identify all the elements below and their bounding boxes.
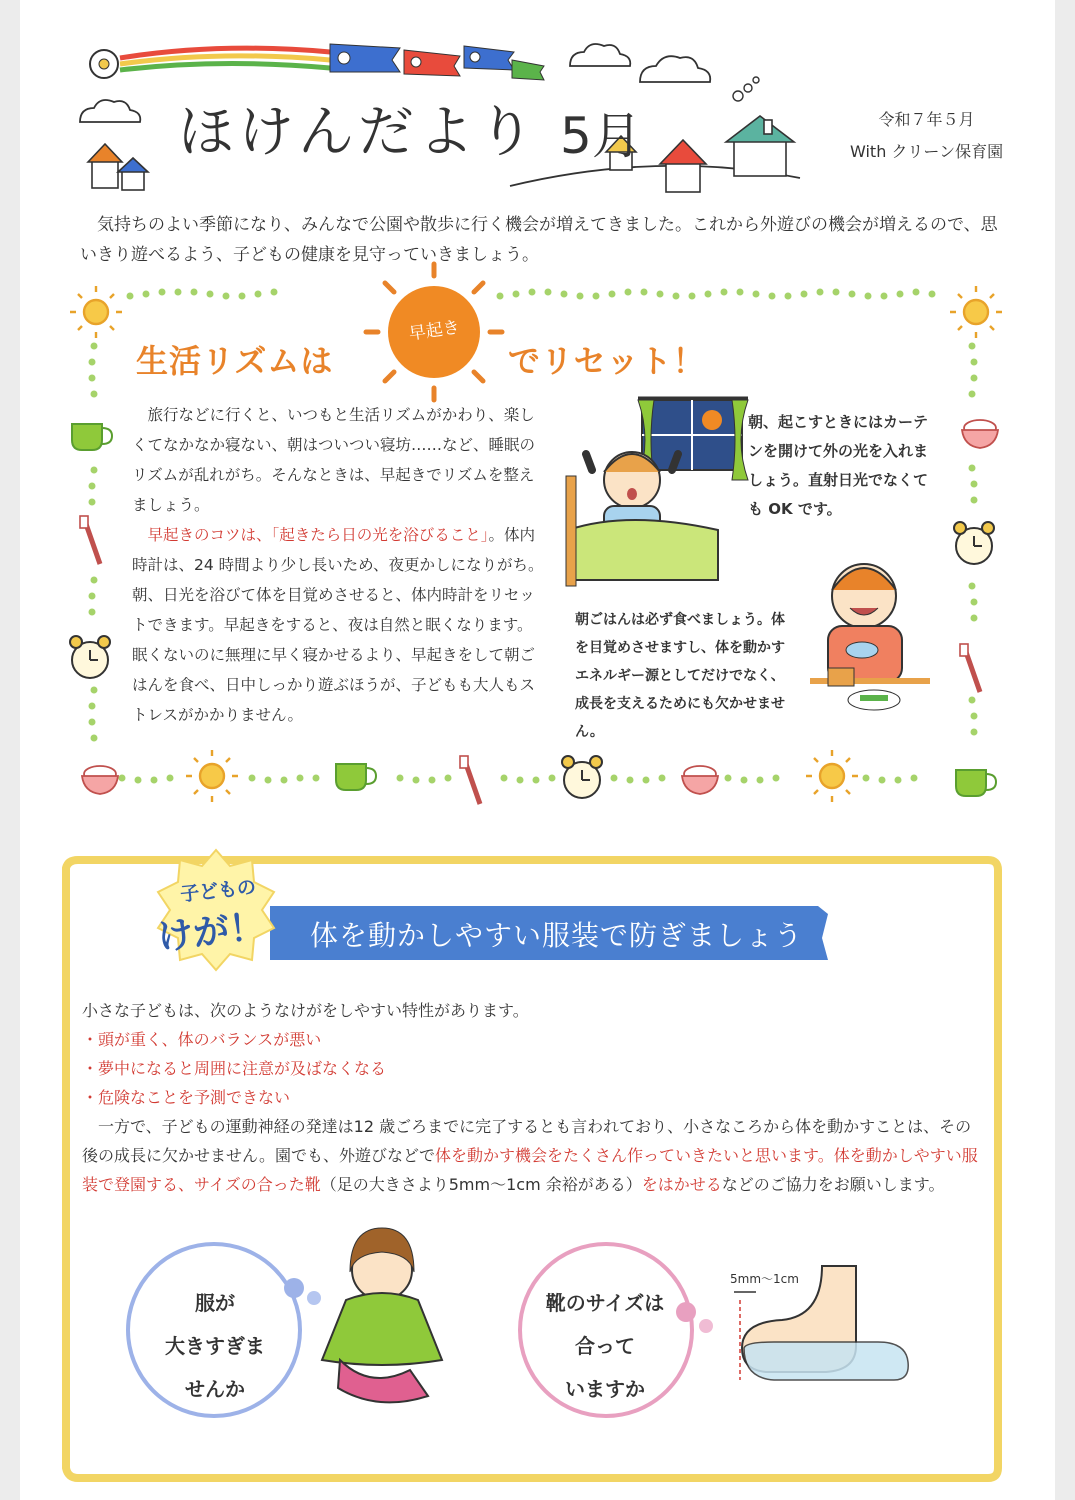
- issue-date-line: 令和７年５月: [878, 110, 975, 129]
- section2-lead: 小さな子どもは、次のようなけがをしやすい特性があります。: [82, 1001, 529, 1020]
- shoe-bubble-text: [520, 1282, 690, 1411]
- section1-heading-left: 生活リズムは: [136, 342, 334, 380]
- section1-heading-badge: 早起き: [407, 317, 461, 345]
- morning-caption: 朝、起こすときにはカーテンを開けて外の光を入れましょう。直射日光でなくても OK です。: [748, 413, 929, 518]
- section2-frame: [20, 0, 1055, 1500]
- risk-list-item: ・頭が重く、体のバランスが悪い: [82, 1030, 322, 1049]
- nursery-name: With クリーン保育園: [850, 142, 1004, 161]
- bubble-line: 合って: [575, 1334, 635, 1358]
- shoe-gap-label: 5mm～1cm: [730, 1272, 799, 1286]
- bubble-line: いますか: [565, 1377, 645, 1401]
- section2-highlight: をはかせる: [641, 1175, 722, 1194]
- bubble-line: せんか: [185, 1377, 245, 1401]
- breakfast-caption: 朝ごはんは必ず食べましょう。体を目覚めさせますし、体を動かすエネルギー源としてだけでなく、成長を支えるためにも欠かせません。: [575, 612, 785, 740]
- newsletter-month: 5月: [560, 107, 642, 165]
- risk-list-item: ・夢中になると周囲に注意が及ばなくなる: [82, 1059, 387, 1078]
- newsletter-title: ほけんだより: [178, 100, 538, 165]
- section2-text: などのご協力をお願いします。: [721, 1175, 945, 1194]
- section1-paragraph: 旅行などに行くと、いつもと生活リズムがかわり、楽しくてなかなか寝ない、朝はついつい寝坊……など、睡眠のリズムが乱れがち。そんなときは、早起きでリズムを整えましょう。: [132, 406, 536, 514]
- bubble-line: 靴のサイズは: [545, 1291, 665, 1315]
- clothes-bubble-text: [140, 1282, 290, 1411]
- section2-paragraph: [82, 1112, 982, 1199]
- oversized-clothes-child-illustration: [322, 1228, 442, 1402]
- section2-text: （足の大きさより5mm～1cm 余裕がある）: [320, 1175, 642, 1194]
- section2-body: [82, 996, 982, 1199]
- section1-text: 。体内時計は、24 時間より少し長いため、夜更かしになりがち。朝、日光を浴びて体を目覚めさせると、体内時計をリセットできます。早起きをすると、夜は自然と眠くなります。眠くないのに無理に早く寝かせるより、早起きをして朝ごはんを食べ、日中しっかり遊ぶほうが、子どもも大人もストレスがかかりません。: [132, 526, 544, 724]
- bubble-line: 大きすぎま: [165, 1334, 265, 1358]
- section2-banner: 体を動かしやすい服装で防ぎましょう: [310, 919, 804, 952]
- risk-list-item: ・危険なことを予測できない: [82, 1088, 291, 1107]
- section2-text: 一方で、子どもの運動神経の発達は12 歳ごろまでに完了するとも言われており、小さなころから体を動かすことは、その後の成長に欠かせません。園でも、外遊びなどで: [82, 1117, 972, 1165]
- section2-highlight: 体を動かす機会をたくさん作っていきたいと思います。体を動かしやすい服装で登園する、サイズの合った靴: [82, 1146, 978, 1194]
- injury-badge-line2: けが！: [155, 906, 268, 959]
- intro-paragraph: 気持ちのよい季節になり、みんなで公園や散歩に行く機会が増えてきました。これから外遊びの機会が増えるので、思いきり遊べるよう、子どもの健康を見守っていきましょう。: [80, 215, 998, 265]
- newsletter-page: [20, 0, 1055, 1500]
- bubble-line: 服が: [195, 1291, 235, 1315]
- injury-badge-line1: 子どもの: [179, 876, 258, 906]
- section1-heading-right: でリセット！: [508, 342, 706, 380]
- section1-highlight: 早起きのコツは、「起きたら日の光を浴びること」: [147, 526, 489, 544]
